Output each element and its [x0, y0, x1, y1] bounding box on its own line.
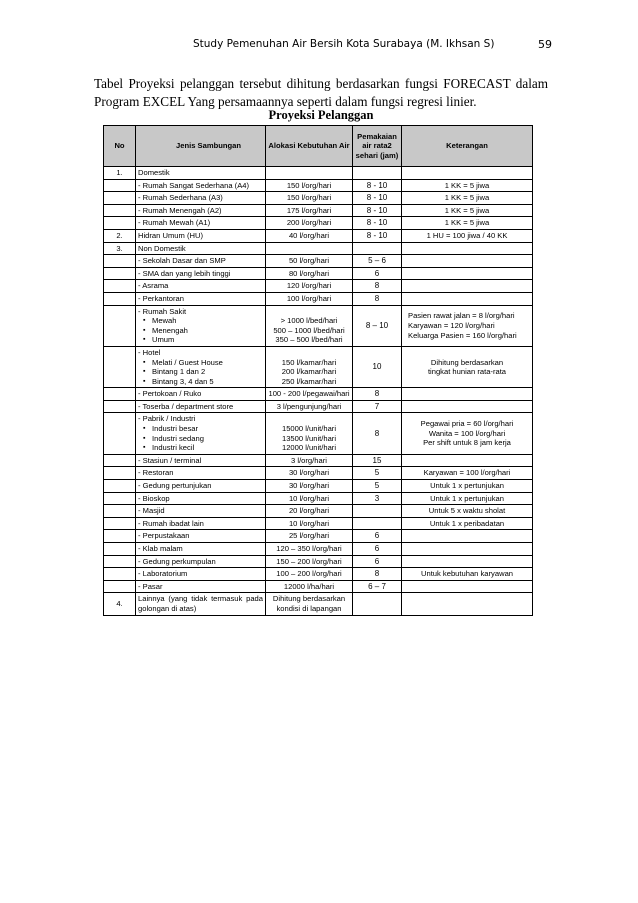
- cell-no: [104, 530, 136, 543]
- keterangan-line: Pegawai pria = 60 l/org/hari: [420, 419, 514, 429]
- col-header-keterangan: Keterangan: [402, 126, 533, 167]
- table-row: [104, 255, 533, 268]
- cell-alokasi: 80 l/org/hari: [266, 267, 353, 280]
- cell-keterangan: [402, 388, 533, 401]
- spacer: [268, 348, 350, 358]
- table-row: [104, 505, 533, 518]
- sub-item: ▪ Industri kecil: [138, 443, 263, 453]
- table-row-lainnya: [104, 593, 533, 615]
- cell-alokasi: 150 – 200 l/org/hari: [266, 555, 353, 568]
- cell-pemakaian: 6: [353, 530, 402, 543]
- col-header-pemakaian: Pemakaian air rata2 sehari (jam): [353, 126, 402, 167]
- cell-no: [104, 346, 136, 387]
- cell-alokasi: [266, 305, 353, 346]
- cell-no: [104, 204, 136, 217]
- sub-item: ▪ Melati / Guest House: [138, 358, 263, 368]
- cell-alokasi: 150 l/org/hari: [266, 179, 353, 192]
- group-label: - Hotel: [138, 347, 161, 357]
- cell-jenis: - Rumah ibadat lain: [136, 517, 266, 530]
- cell-alokasi: 3 l/org/hari: [266, 454, 353, 467]
- running-title: Study Pemenuhan Air Bersih Kota Surabaya (M. Ikhsan S): [193, 38, 495, 50]
- cell-keterangan: [402, 292, 533, 305]
- cell-alokasi: 175 l/org/hari: [266, 204, 353, 217]
- keterangan-line: Wanita = 100 l/org/hari: [428, 428, 506, 438]
- cell-pemakaian: 15: [353, 454, 402, 467]
- cell-pemakaian: 10: [353, 346, 402, 387]
- cell-pemakaian: 8: [353, 388, 402, 401]
- table-row: [104, 530, 533, 543]
- alokasi-line: 12000 l/unit/hari: [281, 443, 337, 453]
- cell-jenis: - Rumah Sangat Sederhana (A4): [136, 179, 266, 192]
- cell-alokasi: 12000 l/ha/hari: [266, 580, 353, 593]
- cell-no: [104, 179, 136, 192]
- col-header-alokasi: Alokasi Kebutuhan Air: [266, 126, 353, 167]
- table-row: [104, 242, 533, 255]
- cell-jenis: Lainnya (yang tidak termasuk pada golongan di atas): [136, 593, 266, 615]
- cell-jenis: - Laboratorium: [136, 568, 266, 581]
- alokasi-line: 200 l/kamar/hari: [281, 367, 337, 377]
- sub-item: ▪ Bintang 1 dan 2: [138, 367, 263, 377]
- cell-keterangan: [402, 305, 533, 346]
- cell-keterangan: [402, 280, 533, 293]
- cell-pemakaian: [353, 505, 402, 518]
- table-row: [104, 229, 533, 242]
- table-row: [104, 467, 533, 480]
- cell-no: [104, 517, 136, 530]
- cell-no: [104, 305, 136, 346]
- cell-alokasi: [266, 413, 353, 454]
- keterangan-line: Karyawan = 120 l/org/hari: [408, 320, 495, 330]
- page-number: 59: [538, 38, 552, 51]
- cell-keterangan: 1 KK = 5 jiwa: [402, 217, 533, 230]
- cell-alokasi: 10 l/org/hari: [266, 517, 353, 530]
- cell-jenis: - Perkantoran: [136, 292, 266, 305]
- cell-jenis: - Pertokoan / Ruko: [136, 388, 266, 401]
- table-row: [104, 292, 533, 305]
- cell-jenis: Hidran Umum (HU): [136, 229, 266, 242]
- cell-alokasi: 20 l/org/hari: [266, 505, 353, 518]
- table-row: [104, 555, 533, 568]
- cell-no: 4.: [104, 593, 136, 615]
- cell-no: 3.: [104, 242, 136, 255]
- cell-keterangan: [402, 242, 533, 255]
- col-header-jenis: Jenis Sambungan: [136, 126, 266, 167]
- cell-keterangan: [402, 580, 533, 593]
- cell-jenis: - Rumah Sederhana (A3): [136, 192, 266, 205]
- cell-alokasi: [266, 242, 353, 255]
- cell-jenis: - Gedung perkumpulan: [136, 555, 266, 568]
- cell-jenis: - Rumah Mewah (A1): [136, 217, 266, 230]
- cell-alokasi: 120 – 350 l/org/hari: [266, 543, 353, 556]
- cell-pemakaian: 3: [353, 492, 402, 505]
- cell-pemakaian: 8 – 10: [353, 305, 402, 346]
- cell-jenis: - Restoran: [136, 467, 266, 480]
- cell-no: [104, 580, 136, 593]
- cell-pemakaian: 8: [353, 292, 402, 305]
- cell-no: [104, 543, 136, 556]
- table-row: [104, 204, 533, 217]
- alokasi-line: 500 – 1000 l/bed/hari: [273, 325, 345, 335]
- cell-no: [104, 568, 136, 581]
- cell-alokasi: Dihitung berdasarkan kondisi di lapangan: [266, 593, 353, 615]
- cell-keterangan: Untuk 5 x waktu sholat: [402, 505, 533, 518]
- cell-pemakaian: [353, 593, 402, 615]
- sub-item: ▪ Industri sedang: [138, 434, 263, 444]
- cell-keterangan: [402, 543, 533, 556]
- alokasi-line: 13500 l/unit/hari: [281, 433, 337, 443]
- cell-no: [104, 192, 136, 205]
- table-row: [104, 280, 533, 293]
- keterangan-line: Pasien rawat jalan = 8 l/org/hari: [408, 311, 515, 321]
- cell-no: [104, 492, 136, 505]
- cell-jenis: - Klab malam: [136, 543, 266, 556]
- cell-no: [104, 217, 136, 230]
- cell-no: [104, 267, 136, 280]
- cell-keterangan: [402, 530, 533, 543]
- group-label: - Pabrik / Industri: [138, 414, 196, 424]
- table-row: [104, 179, 533, 192]
- alokasi-line: 350 – 500 l/bed/hari: [275, 335, 343, 345]
- cell-no: [104, 505, 136, 518]
- cell-alokasi: 120 l/org/hari: [266, 280, 353, 293]
- cell-pemakaian: 5: [353, 480, 402, 493]
- cell-no: [104, 454, 136, 467]
- projection-table: [103, 125, 533, 616]
- cell-alokasi: 30 l/org/hari: [266, 467, 353, 480]
- cell-jenis: Non Domestik: [136, 242, 266, 255]
- table-row: [104, 543, 533, 556]
- spacer: [268, 414, 350, 424]
- cell-keterangan: 1 KK = 5 jiwa: [402, 204, 533, 217]
- group-label: - Rumah Sakit: [138, 306, 187, 316]
- cell-keterangan: [402, 413, 533, 454]
- cell-pemakaian: 8 - 10: [353, 229, 402, 242]
- table-row: [104, 400, 533, 413]
- cell-jenis: [136, 413, 266, 454]
- cell-pemakaian: [353, 167, 402, 180]
- cell-alokasi: 40 l/org/hari: [266, 229, 353, 242]
- alokasi-line: 250 l/kamar/hari: [281, 376, 337, 386]
- cell-jenis: [136, 305, 266, 346]
- cell-keterangan: Untuk 1 x pertunjukan: [402, 480, 533, 493]
- cell-keterangan: Untuk 1 x peribadatan: [402, 517, 533, 530]
- alokasi-line: 15000 l/unit/hari: [281, 424, 337, 434]
- cell-jenis: - Gedung pertunjukan: [136, 480, 266, 493]
- cell-no: [104, 400, 136, 413]
- cell-no: [104, 555, 136, 568]
- col-header-no: No: [104, 126, 136, 167]
- table-row: [104, 454, 533, 467]
- cell-alokasi: 100 l/org/hari: [266, 292, 353, 305]
- table-row: [104, 388, 533, 401]
- cell-keterangan: Karyawan = 100 l/org/hari: [402, 467, 533, 480]
- table-header-row: [104, 126, 533, 167]
- cell-keterangan: 1 KK = 5 jiwa: [402, 192, 533, 205]
- table-row: [104, 568, 533, 581]
- alokasi-line: > 1000 l/bed/hari: [280, 316, 338, 326]
- cell-no: [104, 480, 136, 493]
- cell-keterangan: [402, 267, 533, 280]
- cell-alokasi: [266, 167, 353, 180]
- cell-alokasi: 200 l/org/hari: [266, 217, 353, 230]
- cell-alokasi: 100 - 200 l/pegawai/hari: [266, 388, 353, 401]
- cell-pemakaian: 6 – 7: [353, 580, 402, 593]
- cell-keterangan: [402, 255, 533, 268]
- cell-keterangan: [402, 400, 533, 413]
- cell-no: [104, 388, 136, 401]
- table-row: [104, 267, 533, 280]
- cell-pemakaian: 5: [353, 467, 402, 480]
- cell-no: 2.: [104, 229, 136, 242]
- cell-pemakaian: 7: [353, 400, 402, 413]
- table-row-hotel: [104, 346, 533, 387]
- sub-item: ▪ Bintang 3, 4 dan 5: [138, 377, 263, 387]
- keterangan-line: Dihitung berdasarkan: [430, 357, 504, 367]
- cell-jenis: - Stasiun / terminal: [136, 454, 266, 467]
- cell-pemakaian: [353, 517, 402, 530]
- cell-keterangan: [402, 167, 533, 180]
- cell-jenis: - Asrama: [136, 280, 266, 293]
- table-row: [104, 480, 533, 493]
- intro-paragraph: Tabel Proyeksi pelanggan tersebut dihitung berdasarkan fungsi FORECAST dalam Program EXCEL Yang persamaannya seperti dalam fungsi regresi linier.: [94, 76, 548, 109]
- sub-item: ▪ Industri besar: [138, 424, 263, 434]
- sub-item: ▪ Umum: [138, 335, 263, 345]
- cell-alokasi: 50 l/org/hari: [266, 255, 353, 268]
- cell-pemakaian: 8 - 10: [353, 217, 402, 230]
- cell-pemakaian: 6: [353, 555, 402, 568]
- cell-pemakaian: 8: [353, 413, 402, 454]
- page-header: [0, 38, 638, 54]
- cell-pemakaian: 8: [353, 280, 402, 293]
- cell-no: [104, 413, 136, 454]
- cell-jenis: - Bioskop: [136, 492, 266, 505]
- cell-jenis: Domestik: [136, 167, 266, 180]
- cell-keterangan: [402, 346, 533, 387]
- spacer: [268, 307, 350, 317]
- table-row: [104, 167, 533, 180]
- cell-jenis: [136, 346, 266, 387]
- table-row: [104, 192, 533, 205]
- cell-pemakaian: 8 - 10: [353, 192, 402, 205]
- table-row: [104, 517, 533, 530]
- cell-jenis: - Toserba / department store: [136, 400, 266, 413]
- cell-keterangan: 1 HU = 100 jiwa / 40 KK: [402, 229, 533, 242]
- cell-jenis: - Rumah Menengah (A2): [136, 204, 266, 217]
- cell-jenis: - Sekolah Dasar dan SMP: [136, 255, 266, 268]
- cell-pemakaian: 6: [353, 267, 402, 280]
- cell-alokasi: 100 – 200 l/org/hari: [266, 568, 353, 581]
- cell-jenis: - Masjid: [136, 505, 266, 518]
- cell-jenis: - Pasar: [136, 580, 266, 593]
- cell-no: [104, 292, 136, 305]
- cell-alokasi: 25 l/org/hari: [266, 530, 353, 543]
- cell-no: 1.: [104, 167, 136, 180]
- cell-pemakaian: 6: [353, 543, 402, 556]
- cell-keterangan: [402, 454, 533, 467]
- cell-pemakaian: [353, 242, 402, 255]
- table-row-pabrik: [104, 413, 533, 454]
- table-row: [104, 217, 533, 230]
- table-row: [104, 580, 533, 593]
- table-row-rumah-sakit: [104, 305, 533, 346]
- cell-keterangan: 1 KK = 5 jiwa: [402, 179, 533, 192]
- keterangan-line: Keluarga Pasien = 160 l/org/hari: [408, 330, 517, 340]
- cell-no: [104, 280, 136, 293]
- sub-item: ▪ Mewah: [138, 316, 263, 326]
- cell-alokasi: [266, 346, 353, 387]
- cell-jenis: - SMA dan yang lebih tinggi: [136, 267, 266, 280]
- cell-alokasi: 10 l/org/hari: [266, 492, 353, 505]
- cell-jenis: - Perpustakaan: [136, 530, 266, 543]
- table-title: Proyeksi Pelanggan: [268, 108, 374, 122]
- cell-no: [104, 255, 136, 268]
- cell-pemakaian: 5 – 6: [353, 255, 402, 268]
- cell-keterangan: [402, 593, 533, 615]
- cell-keterangan: Untuk 1 x pertunjukan: [402, 492, 533, 505]
- cell-keterangan: [402, 555, 533, 568]
- cell-pemakaian: 8 - 10: [353, 204, 402, 217]
- sub-item: ▪ Menengah: [138, 326, 263, 336]
- cell-pemakaian: 8: [353, 568, 402, 581]
- alokasi-line: 150 l/kamar/hari: [281, 357, 337, 367]
- cell-alokasi: 30 l/org/hari: [266, 480, 353, 493]
- cell-alokasi: 3 l/pengunjung/hari: [266, 400, 353, 413]
- keterangan-line: Per shift untuk 8 jam kerja: [423, 438, 511, 448]
- keterangan-line: tingkat hunian rata-rata: [427, 367, 507, 377]
- cell-no: [104, 467, 136, 480]
- cell-keterangan: Untuk kebutuhan karyawan: [402, 568, 533, 581]
- cell-alokasi: 150 l/org/hari: [266, 192, 353, 205]
- cell-pemakaian: 8 - 10: [353, 179, 402, 192]
- table-row: [104, 492, 533, 505]
